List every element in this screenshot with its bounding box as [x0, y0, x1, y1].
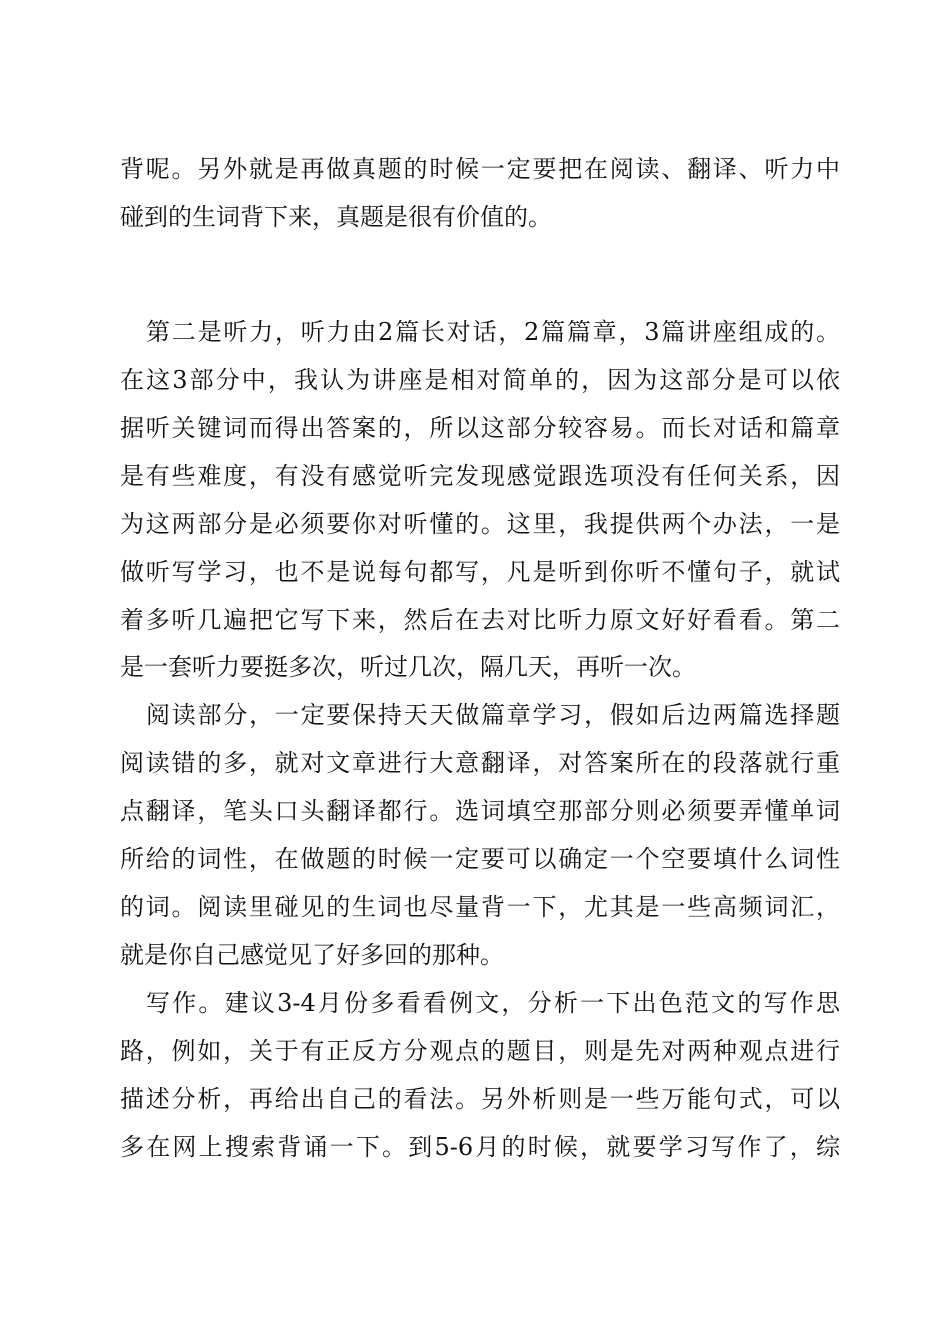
text-line: 阅读部分，一定要保持天天做篇章学习，假如后边两篇选择题 — [146, 701, 840, 729]
text-line: 点翻译，笔头口头翻译都行。选词填空那部分则必须要弄懂单词 — [120, 797, 840, 825]
text-line: 做听写学习，也不是说每句都写，凡是听到你听不懂句子，就试 — [120, 558, 840, 586]
text-line: 在这3部分中，我认为讲座是相对简单的，因为这部分是可以依 — [120, 366, 840, 394]
text-line: 是有些难度，有没有感觉听完发现感觉跟选项没有任何关系，因 — [120, 462, 840, 490]
text-line: 就是你自己感觉见了好多回的那种。 — [120, 941, 504, 969]
text-line: 第二是听力，听力由2篇长对话，2篇篇章，3篇讲座组成的。 — [146, 318, 840, 346]
text-line: 的词。阅读里碰见的生词也尽量背一下，尤其是一些高频词汇， — [120, 893, 840, 921]
text-line: 路，例如，关于有正反方分观点的题目，则是先对两种观点进行 — [120, 1037, 840, 1065]
text-line: 背呢。另外就是再做真题的时候一定要把在阅读、翻译、听力中 — [120, 155, 840, 183]
text-line: 据听关键词而得出答案的，所以这部分较容易。而长对话和篇章 — [120, 414, 840, 442]
text-line: 为这两部分是必须要你对听懂的。这里，我提供两个办法，一是 — [120, 510, 840, 538]
text-line: 着多听几遍把它写下来，然后在去对比听力原文好好看看。第二 — [120, 606, 840, 634]
text-line: 碰到的生词背下来，真题是很有价值的。 — [120, 203, 552, 231]
text-line: 阅读错的多，就对文章进行大意翻译，对答案所在的段落就行重 — [120, 749, 840, 777]
text-line: 所给的词性，在做题的时候一定要可以确定一个空要填什么词性 — [120, 845, 840, 873]
text-line: 描述分析，再给出自己的看法。另外析则是一些万能句式，可以 — [120, 1085, 840, 1113]
text-line: 是一套听力要挺多次，听过几次，隔几天，再听一次。 — [120, 653, 696, 681]
text-line: 写作。建议3-4月份多看看例文，分析一下出色范文的写作思 — [146, 989, 840, 1017]
text-line: 多在网上搜索背诵一下。到5-6月的时候，就要学习写作了，综 — [120, 1133, 840, 1161]
